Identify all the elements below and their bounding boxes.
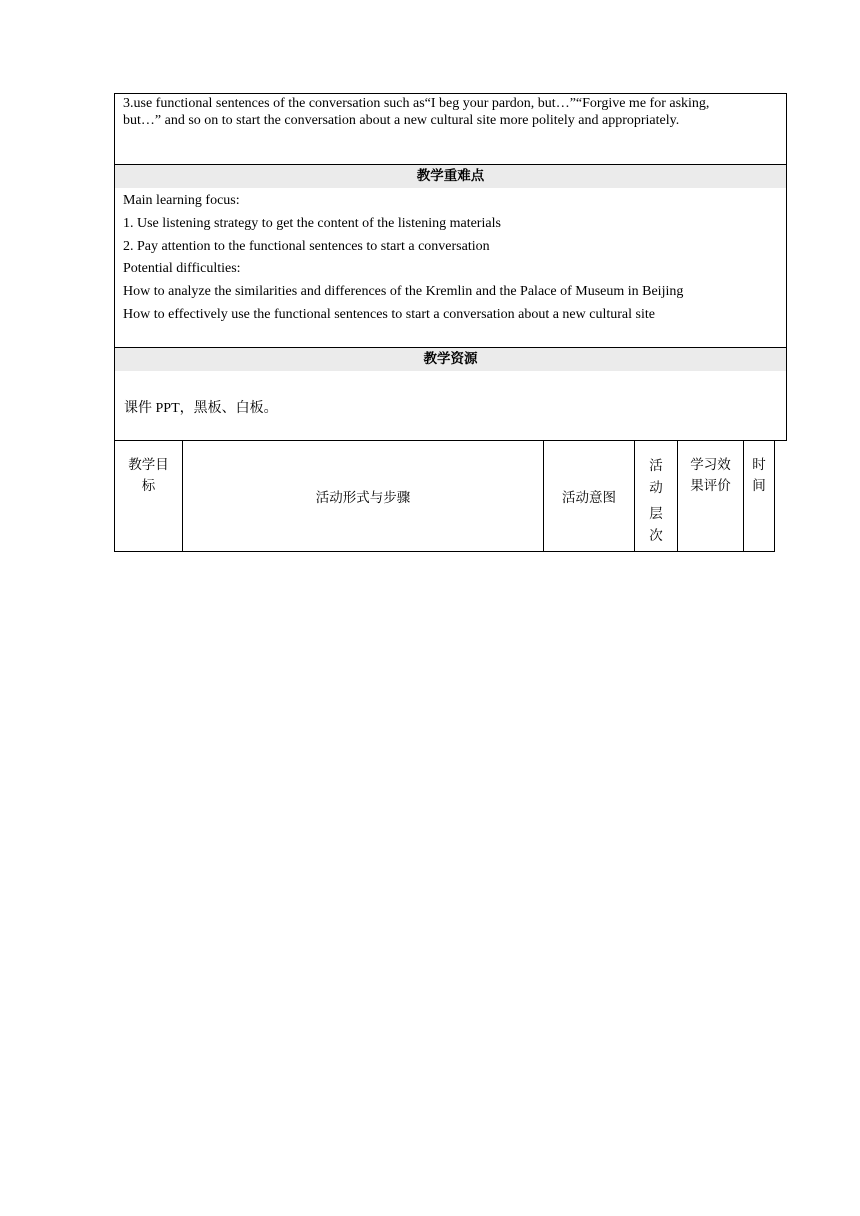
header-level-char: 次 (649, 528, 663, 544)
header-objective (115, 441, 183, 552)
header-objective-line2: 标 (141, 478, 156, 494)
header-time (744, 441, 775, 552)
key-point-line: 1. Use listening strategy to get the content of the listening materials (123, 215, 501, 231)
header-level (635, 441, 678, 552)
key-points-section (114, 188, 787, 348)
header-evaluation (678, 441, 744, 552)
table-header-row (115, 441, 775, 552)
header-level-char: 活 (649, 458, 663, 474)
objective-line: but…” and so on to start the conversation about a new cultural site more politely and appropriately. (123, 113, 680, 128)
header-evaluation-line1: 学习效 (690, 457, 731, 473)
key-points-heading (114, 165, 787, 189)
key-point-line: Main learning focus: (123, 193, 240, 208)
key-point-line: How to effectively use the functional sentences to start a conversation about a new cultural site (123, 306, 655, 322)
key-points-heading-text: 教学重难点 (416, 168, 485, 184)
resources-heading-text: 教学资源 (423, 351, 478, 367)
header-intent (544, 441, 635, 552)
key-point-line: 2. Pay attention to the functional sentences to start a conversation (123, 238, 490, 254)
header-intent-text: 活动意图 (562, 490, 616, 506)
header-steps-text: 活动形式与步骤 (315, 490, 411, 506)
key-point-line: How to analyze the similarities and differences of the Kremlin and the Palace of Museum in Beijing (123, 284, 684, 300)
resources-text: 课件 PPT，黑板、白板。 (124, 401, 278, 416)
header-time-line1: 时 (752, 457, 766, 473)
header-objective-line1: 教学目 (128, 457, 169, 473)
key-point-line: Potential difficulties: (123, 261, 241, 277)
header-time-line2: 间 (752, 478, 766, 494)
header-level-char: 动 (649, 480, 663, 496)
header-steps (183, 441, 544, 552)
objective-line: 3.use functional sentences of the conversation such as“I beg your pardon, but…”“Forgive me for asking, (123, 96, 710, 111)
resources-heading (114, 348, 787, 372)
lesson-plan-table (114, 440, 775, 552)
resources-section (114, 371, 787, 441)
header-evaluation-line2: 果评价 (690, 478, 731, 494)
objective-section (114, 93, 787, 165)
header-level-char: 层 (649, 506, 663, 522)
